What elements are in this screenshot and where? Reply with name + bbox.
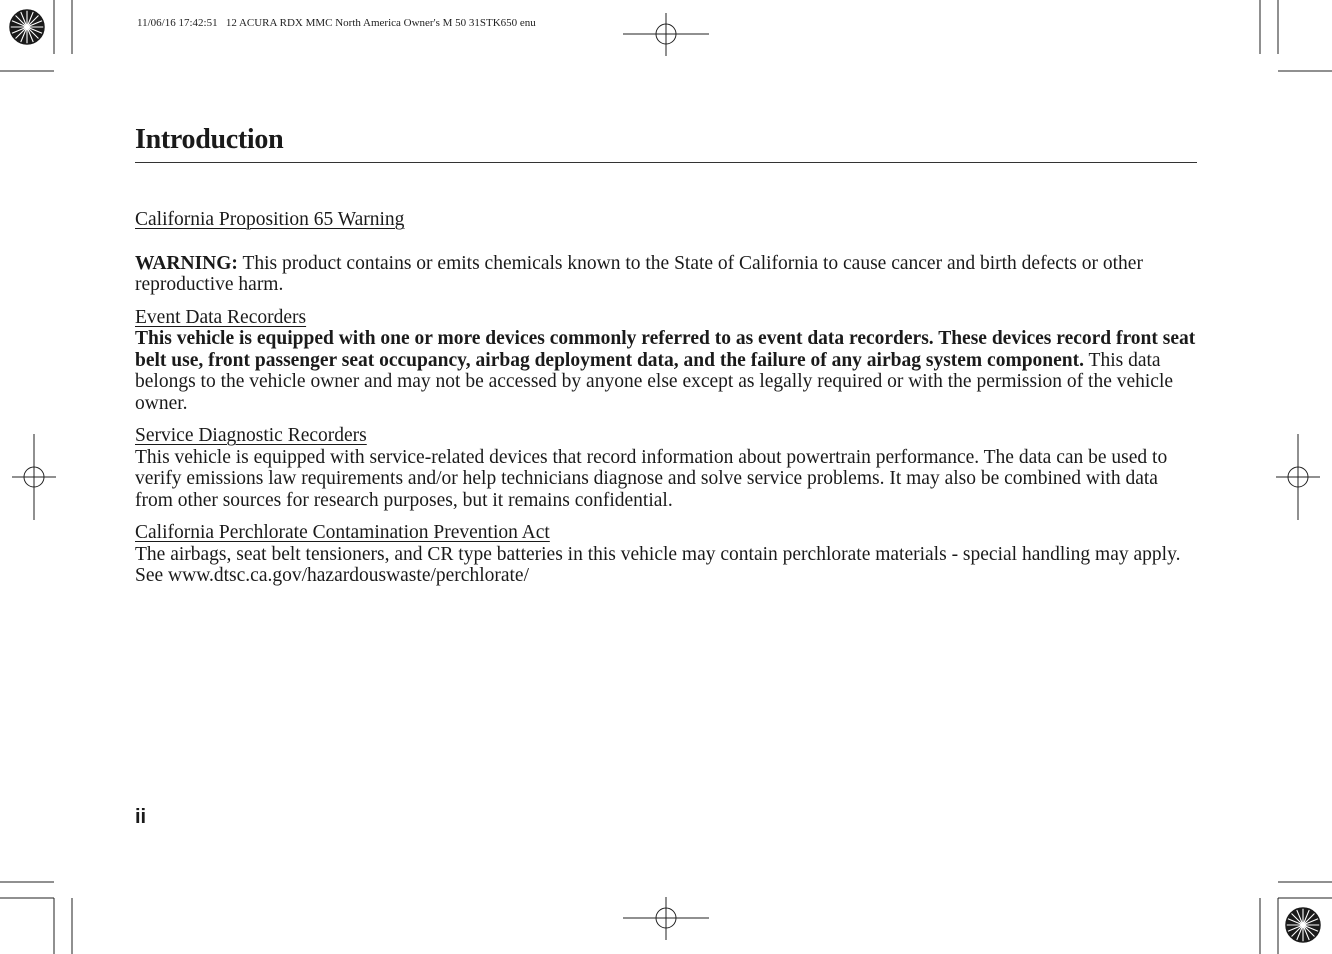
perchlorate-text: The airbags, seat belt tensioners, and CR type batteries in this vehicle may contain perchlorate materials - special handling may apply. See www.dtsc.ca.gov/hazardouswaste/perchlorate/ [135, 543, 1181, 586]
edr-text: This data belongs to the vehicle owner and may not be accessed by anyone else except as legally required or with the permission of the vehicle owner. [135, 349, 1174, 414]
page-number: ii [135, 806, 147, 828]
warning-text: This product contains or emits chemicals known to the State of California to cause cancer and birth defects or other reproductive harm. [135, 252, 1143, 295]
section-prop65 [135, 209, 1197, 231]
section-heading-prop65: California Proposition 65 Warning [135, 209, 405, 230]
section-heading-edr: Event Data Recorders [135, 306, 307, 328]
page-content [135, 209, 1197, 587]
registration-mark-top [623, 13, 709, 56]
print-job-header: 11/06/16 17:42:51 12 ACURA RDX MMC North America Owner's M 50 31STK650 enu [137, 17, 536, 29]
registration-mark-right [1276, 434, 1320, 520]
section-warning [135, 253, 1197, 296]
registration-mark-left [12, 434, 56, 520]
section-perchlorate [135, 522, 1197, 587]
title-divider [135, 162, 1197, 163]
warning-label: WARNING: [135, 252, 238, 274]
sunburst-target-top-left [10, 10, 44, 44]
edr-bold-text: This vehicle is equipped with one or more devices commonly referred to as event data recorders. These devices record front seat belt use, front passenger seat occupancy, airbag deployment data, and the failure of any airbag system component. [135, 328, 1196, 371]
sunburst-target-bottom-right [1286, 908, 1320, 942]
sdr-text: This vehicle is equipped with service-related devices that record information about powertrain performance. The data can be used to verify emissions law requirements and/or help technicians diagnose and solve service problems. It may also be combined with data from other sources for research purposes, but it remains confidential. [135, 446, 1168, 511]
page-title: Introduction [135, 124, 284, 155]
section-heading-perchlorate: California Perchlorate Contamination Prevention Act [135, 522, 550, 543]
section-heading-sdr: Service Diagnostic Recorders [135, 425, 367, 446]
section-event-data-recorders [135, 307, 1197, 415]
section-service-diagnostic-recorders [135, 425, 1197, 511]
registration-mark-bottom [623, 897, 709, 940]
